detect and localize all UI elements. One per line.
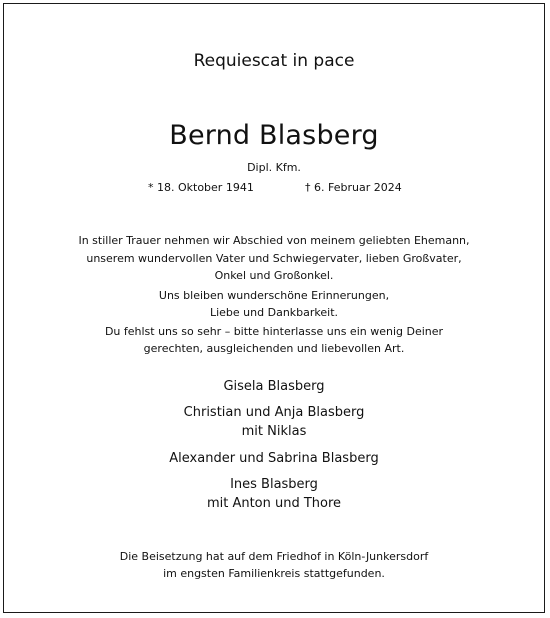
deceased-title: Dipl. Kfm. bbox=[247, 161, 301, 174]
message-line: Uns bleiben wunderschöne Erinnerungen, bbox=[158, 289, 390, 302]
message-line: unserem wundervollen Vater und Schwiegervater, lieben Großvater, bbox=[86, 252, 462, 265]
death-date: † 6. Februar 2024 bbox=[305, 181, 402, 194]
closing-line: im engsten Familienkreis stattgefunden. bbox=[163, 567, 385, 580]
birth-date: * 18. Oktober 1941 bbox=[148, 181, 254, 194]
mourner-line: Christian und Anja Blasberg bbox=[183, 405, 365, 420]
mourner-line: Alexander und Sabrina Blasberg bbox=[169, 451, 379, 466]
message-line: gerechten, ausgleichenden und liebevollen Art. bbox=[143, 342, 405, 355]
message-line: Onkel und Großonkel. bbox=[214, 269, 334, 282]
obituary-notice bbox=[3, 3, 545, 613]
message-line: Liebe und Dankbarkeit. bbox=[209, 306, 339, 319]
mourner-line: mit Niklas bbox=[241, 424, 307, 439]
deceased-name: Bernd Blasberg bbox=[169, 120, 379, 151]
motto: Requiescat in pace bbox=[193, 51, 355, 71]
mourner-line: mit Anton und Thore bbox=[206, 496, 342, 511]
message-line: In stiller Trauer nehmen wir Abschied von meinem geliebten Ehemann, bbox=[78, 234, 470, 247]
mourner-line: Ines Blasberg bbox=[230, 477, 318, 492]
message-line: Du fehlst uns so sehr – bitte hinterlasse uns ein wenig Deiner bbox=[104, 325, 444, 338]
mourner-line: Gisela Blasberg bbox=[223, 379, 325, 394]
closing-line: Die Beisetzung hat auf dem Friedhof in Köln-Junkersdorf bbox=[119, 550, 429, 563]
